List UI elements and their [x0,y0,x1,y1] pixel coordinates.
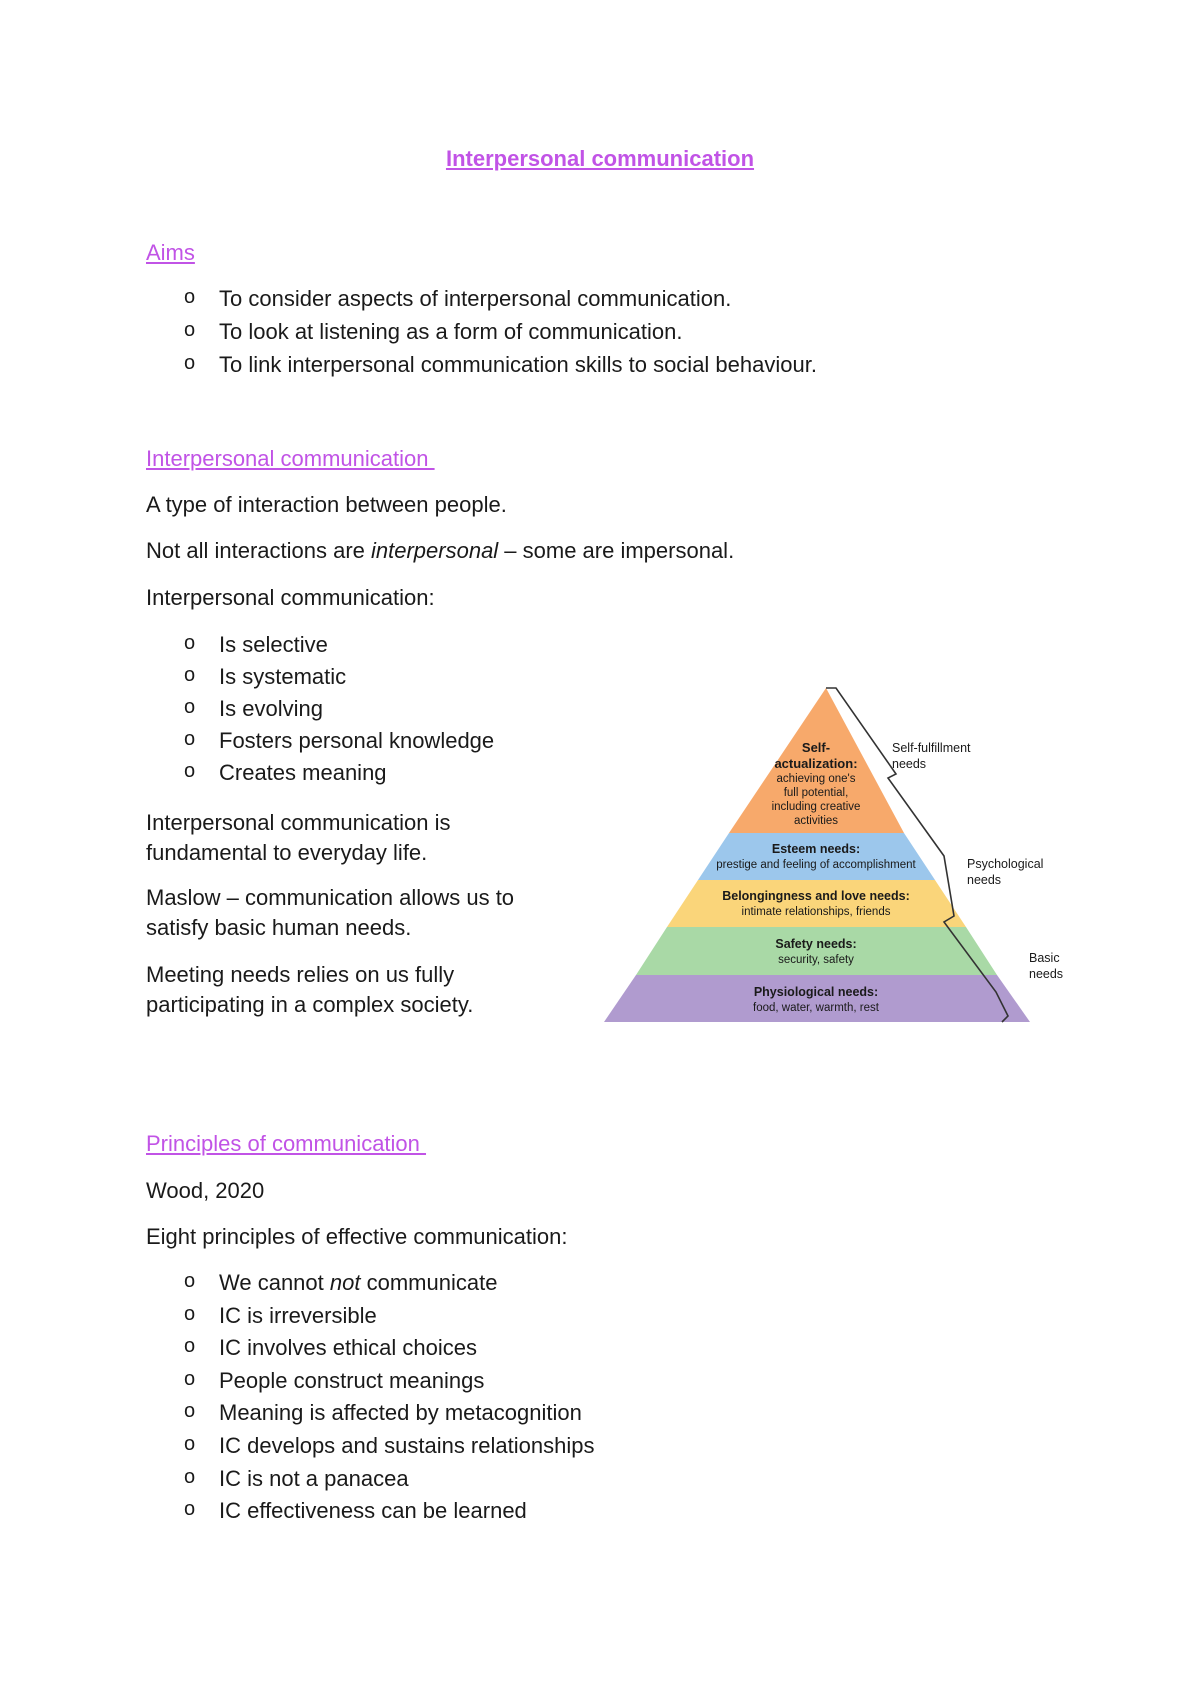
bullet-icon: o [184,1367,196,1390]
ic-paragraph: Interpersonal communication: [146,585,435,610]
ic-heading: Interpersonal communication [146,446,435,471]
group-label: Self-fulfillment [892,741,971,755]
page-title: Interpersonal communication [445,146,755,171]
pyramid-level-belonging [667,880,966,927]
level-desc: activities [793,815,839,827]
bullet-icon: o [184,664,196,686]
level-desc: achieving one's [776,773,856,785]
ic-paragraph: Not all interactions are interpersonal – some are impersonal. [146,538,735,563]
list-item: o Creates meaning [184,760,387,785]
bullet-icon: o [184,1302,196,1325]
list-item: o IC is irreversible [184,1302,377,1328]
principles-list [146,1270,594,1531]
list-item: o To look at listening as a form of communication. [184,319,683,344]
list-item: o Is evolving [184,696,323,721]
ic-paragraph: Interpersonal communication is fundamental to everyday life. [146,810,451,865]
pyramid-level-esteem [698,833,935,880]
group-label: Psychological [967,857,1044,871]
level-desc: security, safety [778,954,854,966]
bullet-icon: o [184,352,196,374]
level-desc: intimate relationships, friends [741,906,891,918]
list-item: o IC develops and sustains relationships [184,1432,595,1458]
level-title: actualization: [774,756,858,771]
ic-paragraph: Maslow – communication allows us to satisfy basic human needs. [146,885,515,940]
pyramid-level-safety [636,927,997,975]
list-item: o IC effectiveness can be learned [184,1498,527,1524]
list-item: o To link interpersonal communication skills to social behaviour. [184,352,817,377]
aims-heading: Aims [146,240,195,265]
level-title: Belongingness and love needs: [722,889,910,903]
list-item: o IC is not a panacea [184,1465,409,1491]
aims-list [146,286,817,385]
level-desc: full potential, [783,787,849,799]
bullet-icon: o [184,760,196,782]
bullet-icon: o [184,1465,196,1488]
ic-paragraph: A type of interaction between people. [146,492,507,517]
group-label: needs [1029,967,1064,981]
group-label: needs [967,873,1002,887]
group-label: needs [892,757,927,771]
list-item: o To consider aspects of interpersonal communication. [184,286,732,311]
bullet-icon: o [184,1400,196,1423]
bullet-icon: o [184,1432,196,1455]
level-desc: prestige and feeling of accomplishment [716,859,916,871]
list-item: o We cannot not communicate [184,1270,498,1295]
bullet-icon: o [184,696,196,718]
principles-paragraph: Wood, 2020 [146,1178,265,1203]
list-item: o Meaning is affected by metacognition [184,1400,582,1426]
ic-list [146,632,494,792]
bullet-icon: o [184,1270,196,1292]
list-item: o Is systematic [184,664,347,689]
group-label: Basic [1029,951,1060,965]
level-desc: including creative [771,801,861,813]
level-title: Esteem needs: [771,842,861,856]
bullet-icon: o [184,1498,196,1521]
principles-paragraph: Eight principles of effective communication: [146,1224,568,1249]
level-title: Safety needs: [775,937,857,951]
list-item: o Is selective [184,632,328,657]
principles-heading: Principles of communication [146,1131,427,1156]
bullet-icon: o [184,632,196,654]
level-desc: food, water, warmth, rest [753,1002,879,1014]
bullet-icon: o [184,1335,196,1358]
bullet-icon: o [184,286,196,308]
list-item: o Fosters personal knowledge [184,728,495,753]
list-item: o People construct meanings [184,1367,485,1393]
bullet-icon: o [184,728,196,750]
list-item: o IC involves ethical choices [184,1335,478,1361]
bullet-icon: o [184,319,196,341]
level-title: Self- [801,740,831,755]
ic-paragraph: Meeting needs relies on us fully participating in a complex society. [146,962,474,1017]
maslow-pyramid-figure [604,672,1066,1032]
level-title: Physiological needs: [753,985,879,999]
